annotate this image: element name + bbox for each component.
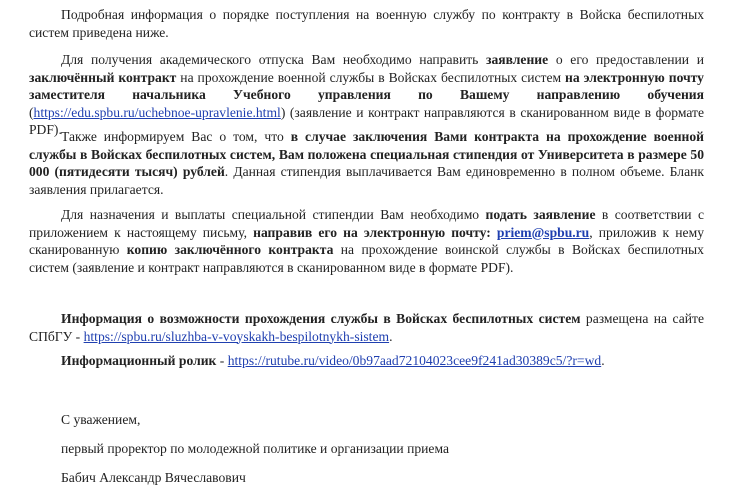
text-segment: Для назначения и выплаты специальной стипендии Вам необходимо [61, 207, 486, 222]
text-segment: , приложив к нему сканированную [29, 224, 704, 257]
service-info-link[interactable]: https://spbu.ru/sluzhba-v-voyskakh-bespilotnykh-sistem [83, 328, 390, 344]
text-segment: Также информируем Вас о том, что [61, 129, 291, 144]
paragraph-academic-leave [29, 51, 704, 139]
signature-name: Бабич Александр Вячеславович [61, 470, 246, 485]
text-segment: Для получения академического отпуска Вам необходимо направить [61, 52, 487, 67]
text-segment: ( [29, 104, 34, 120]
text-segment: в соответствии с приложением к настоящему письму, [29, 207, 704, 240]
paragraph-intro [29, 6, 704, 41]
bold-segment: заявление [486, 52, 549, 67]
bold-segment: направив его на электронную почту: [253, 224, 497, 240]
paragraph-stipend-info [29, 128, 704, 198]
text-segment: на прохождение военной службы в Войсках беспилотных систем [176, 69, 566, 85]
text-segment: ) (заявление и контракт направляются в сканированном виде в формате PDF). [29, 104, 704, 137]
signature-greeting: С уважением, [61, 412, 141, 427]
text-segment: . [601, 353, 605, 368]
bold-segment: заключённый контракт [29, 69, 177, 85]
bold-segment: на электронную почту заместителя начальника Учебного управления по Вашему направлению обучения [29, 69, 704, 102]
bold-segment: Информация о возможности прохождения службы в Войсках беспилотных систем [61, 311, 581, 326]
bold-segment: копию заключённого контракта [126, 242, 334, 257]
paragraph-video [29, 352, 704, 370]
text-segment: размещена на сайте СПбГУ - [29, 311, 704, 344]
paragraph-service-info [29, 310, 704, 345]
text-segment: - [216, 353, 228, 368]
video-link[interactable]: https://rutube.ru/video/0b97aad72104023cee9f241ad30389c5/?r=wd [227, 353, 602, 368]
bold-segment: Информационный ролик [61, 353, 217, 368]
signature-position: первый проректор по молодежной политике и организации приема [61, 441, 450, 456]
paragraph-stipend-application [29, 206, 704, 276]
intro-text: Подробная информация о порядке поступления на военную службу по контракту в Войска беспилотных систем приведена ниже. [29, 7, 704, 40]
text-segment: . Данная стипендия выплачивается Вам единовременно в полном объеме. Бланк заявления прилагается. [29, 164, 705, 197]
bold-segment: подать заявление [485, 207, 596, 222]
text-segment: . [389, 328, 393, 344]
text-segment: на прохождение воинской службы в Войсках беспилотных систем (заявление и контракт направляются в сканированном виде в формате PDF). [29, 242, 704, 275]
email-link[interactable]: priem@spbu.ru [496, 224, 590, 240]
edu-link[interactable]: https://edu.spbu.ru/uchebnoe-upravlenie.html [33, 104, 281, 120]
bold-segment: в случае заключения Вами контракта на прохождение военной службы в Войсках беспилотных систем, Вам положена специальная стипендия от Университета в размере 50 000 (пятидесяти тысяч) рублей [29, 129, 705, 179]
text-segment: о его предоставлении и [548, 52, 704, 67]
